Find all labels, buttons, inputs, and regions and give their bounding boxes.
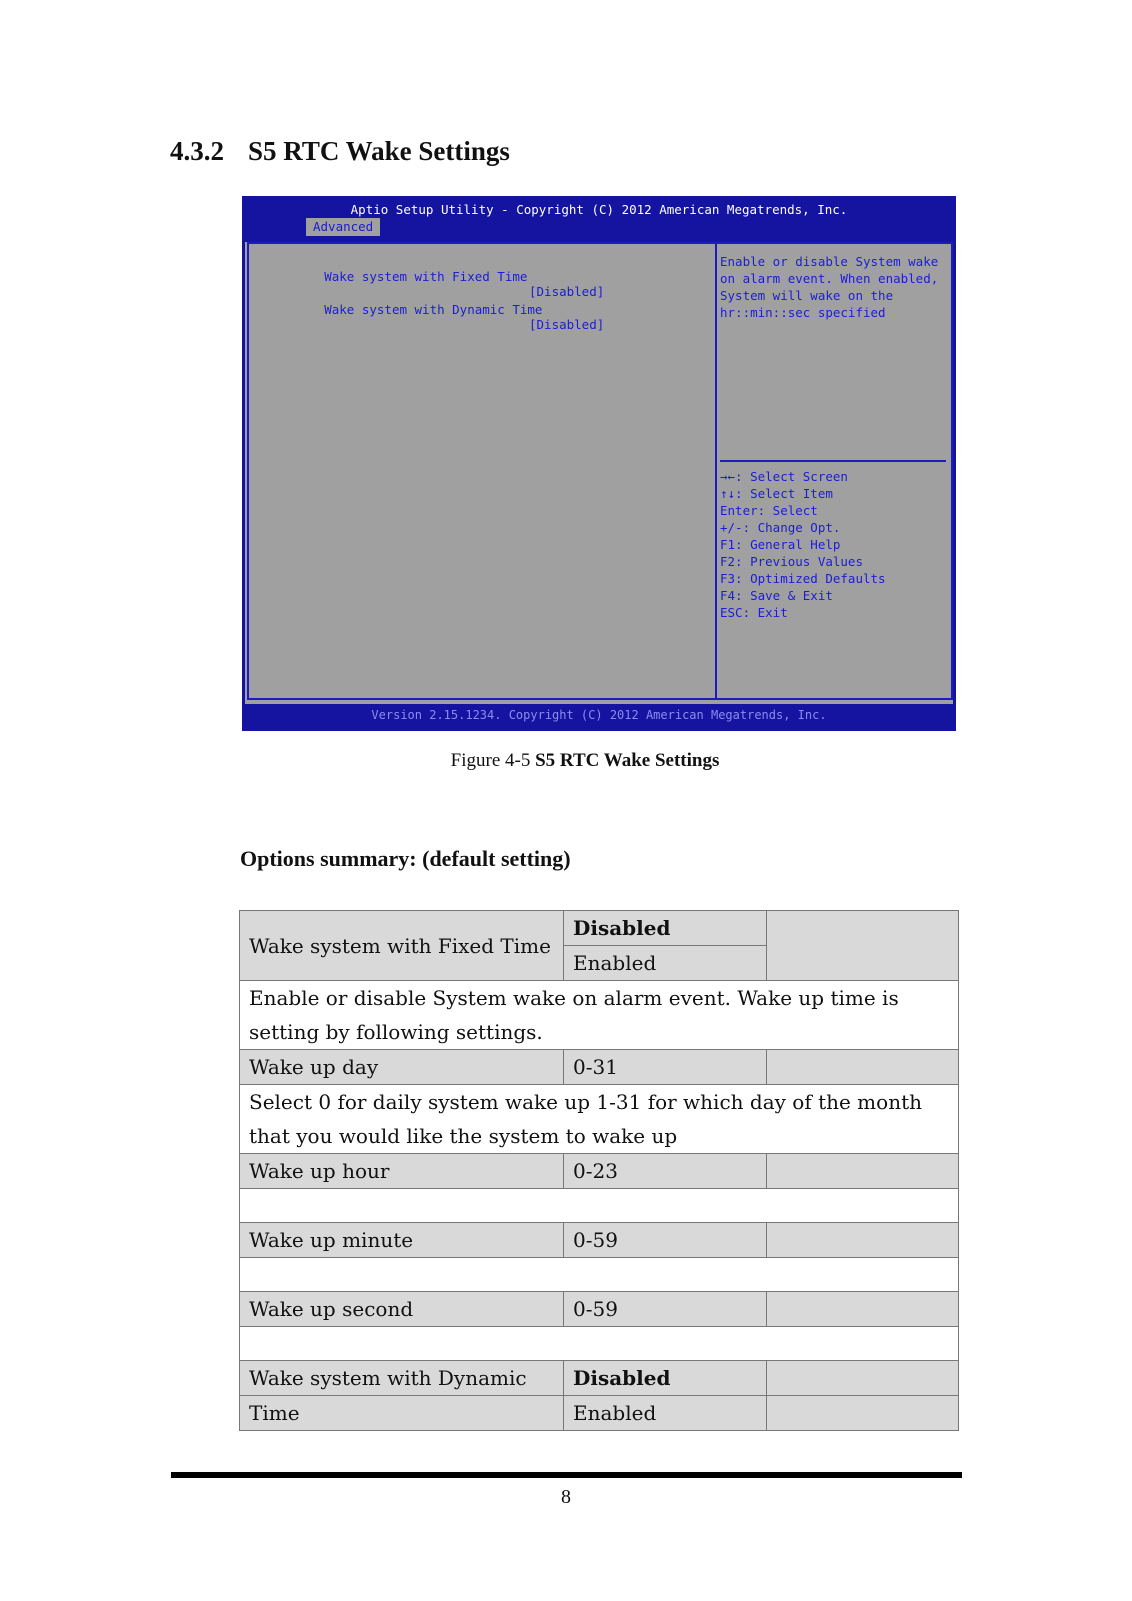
setting-dynamic-time-label: Wake system with Dynamic Time — [324, 302, 543, 317]
bios-footer: Version 2.15.1234. Copyright (C) 2012 American Megatrends, Inc. — [371, 708, 827, 722]
key-help-enter: Enter: Select — [720, 503, 818, 518]
key-help-change-opt: +/-: Change Opt. — [720, 520, 841, 535]
key-help-f1: F1: General Help — [720, 537, 841, 552]
empty-cell — [767, 911, 959, 981]
table-row — [240, 1050, 959, 1085]
page-number: 8 — [561, 1486, 571, 1508]
key-help-esc: ESC: Exit — [720, 605, 788, 620]
help-line: Enable or disable System wake — [720, 254, 939, 269]
options-table — [239, 910, 959, 1431]
empty-cell — [767, 1396, 959, 1431]
option-default: Disabled — [564, 1361, 767, 1396]
table-row — [240, 1085, 959, 1154]
table-row — [240, 1189, 959, 1223]
option-range: 0-59 — [564, 1292, 767, 1327]
empty-cell — [767, 1050, 959, 1085]
empty-cell — [767, 1223, 959, 1258]
option-name: Wake up minute — [240, 1223, 564, 1258]
option-name: Wake up day — [240, 1050, 564, 1085]
table-row — [240, 1396, 959, 1431]
table-row — [240, 1361, 959, 1396]
option-description: Select 0 for daily system wake up 1-31 for which day of the month that you would like the system to wake up — [240, 1085, 959, 1154]
option-name-line2: Time — [240, 1396, 564, 1431]
bios-help-panel — [717, 242, 953, 700]
table-row — [240, 1154, 959, 1189]
bios-settings-panel — [247, 242, 717, 700]
section-title: S5 RTC Wake Settings — [248, 136, 510, 166]
section-heading — [170, 136, 510, 167]
option-default: Disabled — [564, 911, 767, 946]
option-value: Enabled — [564, 1396, 767, 1431]
table-row — [240, 981, 959, 1050]
option-range: 0-59 — [564, 1223, 767, 1258]
bios-title-bar: Aptio Setup Utility - Copyright (C) 2012 American Megatrends, Inc. — [350, 202, 848, 217]
empty-cell — [767, 1154, 959, 1189]
table-row — [240, 911, 959, 946]
section-number: 4.3.2 — [170, 136, 224, 166]
option-name: Wake system with Fixed Time — [240, 911, 564, 981]
table-row — [240, 1223, 959, 1258]
option-name-line1: Wake system with Dynamic — [240, 1361, 564, 1396]
help-line: hr::min::sec specified — [720, 305, 886, 320]
empty-description — [240, 1258, 959, 1292]
bios-screenshot — [242, 196, 956, 731]
setting-fixed-time-label: Wake system with Fixed Time — [324, 269, 528, 284]
key-help-select-screen: →←: Select Screen — [720, 469, 848, 484]
table-row — [240, 1327, 959, 1361]
setting-fixed-time-value[interactable]: [Disabled] — [529, 284, 605, 299]
setting-dynamic-time[interactable] — [264, 287, 605, 347]
caption-title: S5 RTC Wake Settings — [535, 750, 720, 771]
option-value: Enabled — [564, 946, 767, 981]
key-help-f4: F4: Save & Exit — [720, 588, 833, 603]
bios-body — [245, 242, 953, 704]
empty-description — [240, 1189, 959, 1223]
empty-cell — [767, 1292, 959, 1327]
tab-advanced[interactable]: Advanced — [306, 218, 380, 236]
key-help-select-item: ↑↓: Select Item — [720, 486, 833, 501]
footer-rule — [171, 1472, 962, 1478]
table-row — [240, 1258, 959, 1292]
option-range: 0-31 — [564, 1050, 767, 1085]
key-help-f3: F3: Optimized Defaults — [720, 571, 886, 586]
empty-cell — [767, 1361, 959, 1396]
key-help-f2: F2: Previous Values — [720, 554, 863, 569]
help-line: System will wake on the — [720, 288, 894, 303]
option-name: Wake up hour — [240, 1154, 564, 1189]
option-range: 0-23 — [564, 1154, 767, 1189]
empty-description — [240, 1327, 959, 1361]
option-description: Enable or disable System wake on alarm event. Wake up time is setting by following settings. — [240, 981, 959, 1050]
options-heading: Options summary: (default setting) — [240, 846, 571, 871]
caption-prefix: Figure 4-5 — [450, 750, 536, 771]
table-row — [240, 1292, 959, 1327]
option-name: Wake up second — [240, 1292, 564, 1327]
setting-dynamic-time-value[interactable]: [Disabled] — [529, 317, 605, 332]
figure-caption — [0, 750, 1132, 772]
help-divider — [720, 460, 946, 462]
help-line: on alarm event. When enabled, — [720, 271, 939, 286]
